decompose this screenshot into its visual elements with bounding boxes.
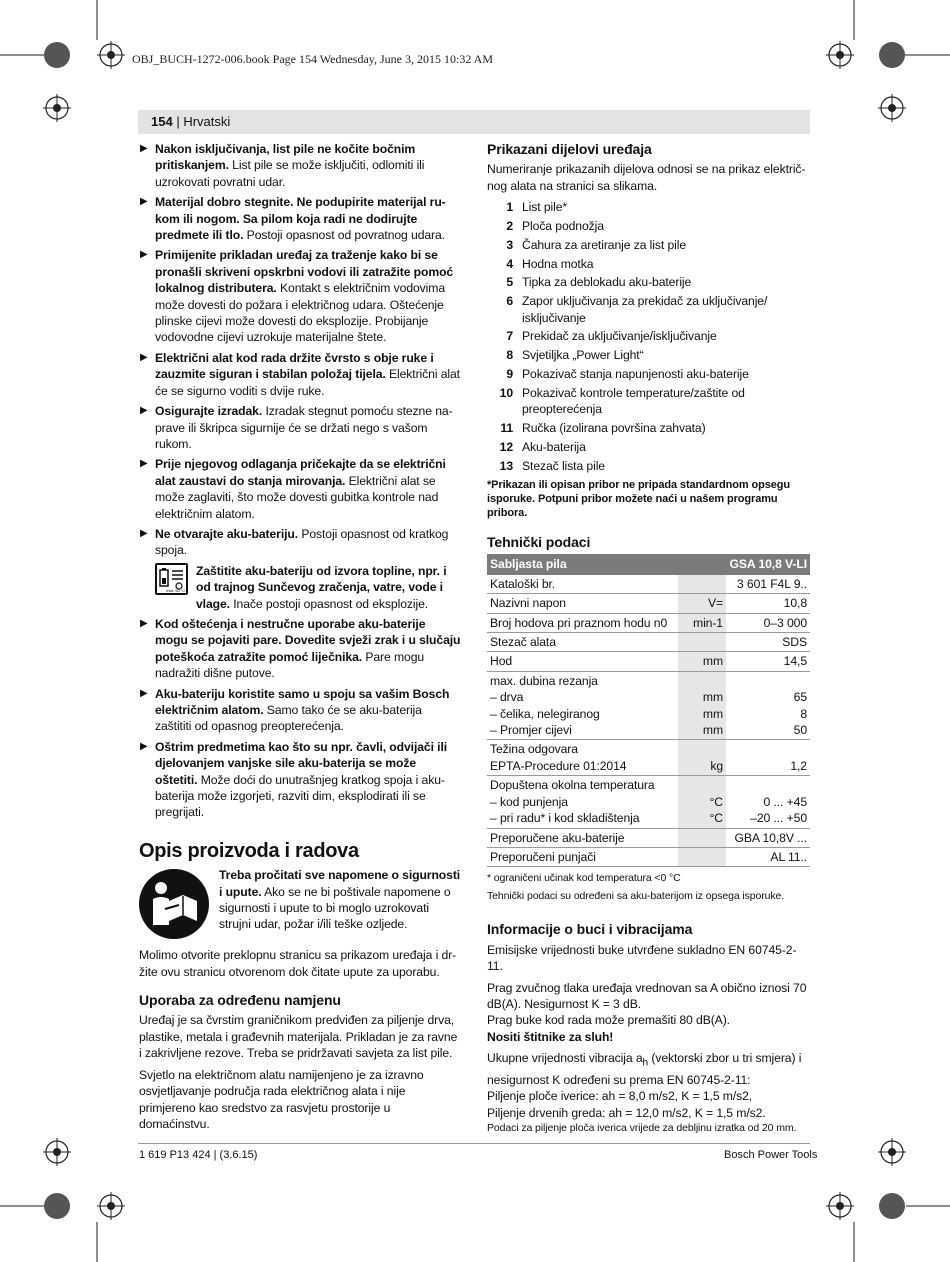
tech-unit — [678, 847, 726, 866]
noise-p6: Piljenje ploče iverice: ah = 8,0 m/s2, K = 1,5 m/s2, — [487, 1089, 753, 1104]
tech-header-product: Sabljasta pila — [487, 554, 726, 574]
bullet-arrow-icon: ▶ — [140, 143, 148, 154]
part-item — [487, 237, 810, 253]
part-number: 8 — [506, 348, 513, 363]
tech-row — [487, 594, 810, 613]
footer-doc-number: 1 619 P13 424 | (3.6.15) — [139, 1149, 258, 1161]
heat-warning-bold: Zaštitite aku-bateriju od izvora topline, npr. i od trajnog Sunčevog zračenja, vatre, vode i vlage. — [196, 563, 447, 611]
registration-mark-bottom-left — [0, 1122, 140, 1262]
bullet-arrow-icon: ▶ — [140, 527, 148, 539]
bullet-item — [139, 141, 461, 190]
footer-rule — [138, 1143, 810, 1144]
part-label: Tipka za deblokadu aku-baterije — [522, 275, 692, 290]
footer-brand: Bosch Power Tools — [724, 1149, 818, 1161]
bullet-item — [139, 456, 461, 522]
heat-warning-text: Inače postoji opasnost od eksplozije. — [229, 596, 429, 611]
heat-warning — [139, 563, 461, 612]
noise-p3: Prag buke kod rada može premašiti 80 dB(A). — [487, 1013, 730, 1028]
noise-p4 — [487, 1029, 810, 1045]
part-item — [487, 218, 810, 234]
tech-unit — [678, 828, 726, 847]
part-label: Čahura za aretiranje za list pile — [522, 237, 687, 252]
part-label: Prekidač za uključivanje/isključivanje — [522, 329, 717, 344]
part-number: 13 — [499, 458, 513, 473]
part-item — [487, 199, 810, 215]
bullet-item — [139, 247, 461, 345]
bullet-text: Električni alat će se sigurno voditi s dvije ruke. — [155, 367, 460, 398]
part-label: Stezač lista pile — [522, 458, 605, 473]
part-number: 4 — [506, 256, 513, 271]
tech-label: Kataloški br. — [487, 575, 678, 594]
tech-value: 1,2 — [726, 740, 810, 776]
noise-p5-a: Ukupne vrijednosti vibracija a — [487, 1051, 643, 1066]
noise-hearing-protection: Nositi štitnike za sluh! — [487, 1029, 614, 1044]
bullet-bold: Ne otvarajte aku-bateriju. — [155, 526, 299, 541]
tech-footnote-2: Tehnički podaci su određeni sa aku-baterijom iz opsega isporuke. — [487, 890, 785, 903]
bullet-bold: Primijenite prikladan uređaj za traženje kako bi se pronašli skriveni opskrbni vodovi ili zatražite pomoć lokalnog distributera. — [155, 248, 454, 296]
tech-row — [487, 633, 810, 652]
tech-value: 0–3 000 — [726, 613, 810, 632]
part-number: 10 — [499, 385, 513, 400]
bullet-arrow-icon: ▶ — [140, 617, 148, 629]
bullet-text: Kontakt s električnim vodovima može dovesti do požara i električnog udara. Oštećenje plinske cijevi može dovesti do eksplozije. Probijanje vodovodne cijevi uzrokuje materijalne štete. — [155, 281, 446, 345]
tech-unit: °C °C — [678, 776, 726, 828]
part-item — [487, 458, 810, 474]
bullet-item — [139, 616, 461, 682]
bullet-item — [139, 350, 461, 399]
read-instructions-text: Ako se ne bi poštivale napomene o sigurnosti i upute to bi moglo uzrokovati strujni udar, požar i/ili teške ozljede. — [219, 884, 451, 932]
part-number: 7 — [506, 329, 513, 344]
noise-p5-sub: h — [642, 1057, 649, 1069]
battery-bullets — [139, 616, 461, 821]
section-title-parts: Prikazani dijelovi uređaja — [487, 141, 652, 157]
noise-p2: Prag zvučnog tlaka uređaja vrednovan sa A obično iznosi 70 dB(A). Nesigurnost K = 3 dB. — [487, 980, 807, 1011]
tech-value: 3 601 F4L 9.. — [726, 575, 810, 594]
bullet-item — [139, 194, 461, 243]
bullet-text: Može doći do unutrašnjeg kratkog spoja i aku-baterija može izgorjeti, razviti dim, eksplodirati ili se pregrijati. — [155, 772, 445, 820]
use-paragraph-1: Uređaj je sa čvrstim graničnikom predviđen za piljenje drva, plastike, metala i građevnih materijala. Prikladan je za ravne i zakrivljene rezove. Treba se pridržavati savjeta za list pile. — [139, 1013, 458, 1061]
read-manual-icon — [139, 869, 209, 939]
bullet-arrow-icon: ▶ — [140, 740, 148, 752]
tech-value: 14,5 — [726, 652, 810, 671]
tech-value: AL 11.. — [726, 847, 810, 866]
bullet-bold: Aku-bateriju koristite samo u spoju sa vašim Bosch električnim alatom. — [155, 686, 450, 717]
tech-unit: kg — [678, 740, 726, 776]
noise-p8: Podaci za piljenje ploča iverica vrijede za debljinu izratka od 20 mm. — [487, 1122, 797, 1135]
part-item — [487, 293, 810, 326]
bullet-text: Izradak stegnut pomoću stezne naprave ili škripca sigurnije će se držati nego s vašom rukom. — [155, 404, 453, 451]
part-label: Aku-baterija — [522, 439, 586, 454]
use-paragraph-2: Svjetlo na električnom alatu namijenjeno je za izravno osvjetljavanje područja rada električnog alata i nije primjereno kao sredstvo za rasvjetu prostorije u domaćinstvu. — [139, 1067, 424, 1131]
part-number: 9 — [506, 367, 513, 381]
tech-label: Broj hodova pri praznom hodu n0 — [487, 613, 678, 632]
part-item — [487, 328, 810, 344]
read-instructions-bold: Treba pročitati sve napomene o sigurnosti i upute. — [219, 868, 461, 899]
safety-bullets — [139, 141, 461, 559]
noise-p1: Emisijske vrijednosti buke utvrđene sukladno EN 60745-2-11. — [487, 942, 797, 974]
part-label: Pokazivač stanja napunjenosti aku-baterije — [522, 367, 749, 381]
parts-intro: Numeriranje prikazanih dijelova odnosi se na prikaz električnog alata na stranici sa slikama. — [487, 162, 806, 193]
noise-p5 — [487, 1050, 810, 1088]
bullet-arrow-icon: ▶ — [140, 405, 148, 417]
page-number: 154 — [151, 114, 173, 129]
section-title-tech: Tehnički podaci — [487, 534, 591, 550]
tech-row — [487, 740, 810, 776]
tech-value: 10,8 — [726, 594, 810, 613]
section-title-use: Uporaba za određenu namjenu — [139, 992, 341, 1009]
section-title-noise: Informacije o buci i vibracijama — [487, 921, 693, 938]
parts-list — [487, 199, 810, 474]
part-label: Zapor uključivanja za prekidač za uključivanje/ isključivanje — [522, 294, 768, 325]
tech-unit — [678, 633, 726, 652]
accessories-note: *Prikazan ili opisan pribor ne pripada standardnom opsegu isporuke. Potpuni pribor možete naći u našem programu pribora. — [487, 479, 790, 519]
bullet-arrow-icon: ▶ — [140, 249, 148, 261]
read-instructions-block — [139, 867, 461, 939]
bullet-bold: Oštrim predmetima kao što su npr. čavli, odvijači ili djelovanjem vanjske sile aku-baterija se može oštetiti. — [155, 739, 448, 787]
tech-row — [487, 613, 810, 632]
print-slug: OBJ_BUCH-1272-006.book Page 154 Wednesday, June 3, 2015 10:32 AM — [132, 52, 494, 66]
part-item — [487, 274, 810, 290]
icon-max-temp-label: max. 50 °C — [166, 587, 185, 593]
bullet-arrow-icon: ▶ — [140, 351, 148, 363]
tech-unit: min-1 — [678, 613, 726, 632]
bullet-bold: Nakon isključivanja, list pile ne kočite bočnim pritiskanjem. — [155, 142, 416, 173]
intro-paragraph: Molimo otvorite preklopnu stranicu sa prikazom uređaja i držite ovu stranicu otvorenom dok čitate upute za uporabu. — [139, 948, 457, 979]
header-language: Hrvatski — [183, 114, 231, 129]
bullet-bold: Osigurajte izradak. — [155, 404, 263, 419]
tech-value: SDS — [726, 633, 810, 652]
tech-label: Težina odgovara EPTA-Procedure 01:2014 — [487, 740, 678, 776]
registration-mark-top-right — [810, 0, 950, 140]
part-label: Pokazivač kontrole temperature/zaštite od preopterećenja — [522, 385, 745, 417]
right-column — [487, 141, 810, 1137]
part-label: Hodna motka — [522, 256, 594, 271]
bullet-text: Samo tako će se aku-baterija zaštititi od opasnog preopterećenja. — [155, 703, 422, 734]
tech-unit: mm — [678, 652, 726, 671]
header-separator: | — [172, 114, 184, 129]
bullet-bold: Električni alat kod rada držite čvrsto s obje ruke i zauzmite siguran i stabilan položaj tijela. — [155, 350, 434, 382]
tech-footnote-1: * ograničeni učinak kod temperatura <0 °C — [487, 872, 681, 885]
tech-value: 0 ... +45 –20 ... +50 — [726, 776, 810, 828]
tech-data-table — [487, 554, 810, 867]
tech-label: max. dubina rezanja – drva – čelika, nelegiranog – Promjer cijevi — [487, 671, 678, 740]
tech-label: Preporučene aku-baterije — [487, 828, 678, 847]
page-header-bar — [138, 110, 810, 134]
part-number: 11 — [500, 421, 513, 435]
part-item — [487, 439, 810, 455]
noise-p5-c: (vektorski zbor u tri smjera) i nesigurnost K određeni su prema EN 60745-2-11: — [487, 1051, 802, 1087]
section-title-opis: Opis proizvoda i radova — [139, 839, 359, 862]
tech-unit: mm mm mm — [678, 671, 726, 740]
tech-label: Hod — [487, 652, 678, 671]
part-number: 1 — [506, 200, 513, 215]
part-label: List pile* — [522, 200, 568, 215]
tech-row — [487, 828, 810, 847]
tech-row — [487, 847, 810, 866]
part-number: 5 — [506, 275, 513, 290]
bullet-text: Postoji opasnost od povratnog udara. — [243, 228, 445, 243]
bullet-bold: Materijal dobro stegnite. Ne podupirite materijal rukom ili nogom. Sa pilom koja radi ne dodirujte predmete ili tlo. — [155, 195, 446, 243]
part-item — [487, 347, 810, 363]
bullet-item — [139, 686, 461, 735]
part-item — [487, 385, 810, 418]
bullet-item — [139, 403, 461, 452]
tech-row — [487, 575, 810, 594]
bullet-arrow-icon: ▶ — [140, 687, 148, 699]
bullet-text: Pare mogu nadražiti dišne putove. — [155, 649, 425, 681]
tech-unit — [678, 575, 726, 594]
part-label: Ručka (izolirana površina zahvata) — [522, 421, 706, 435]
tech-row — [487, 671, 810, 740]
tech-label: Nazivni napon — [487, 594, 678, 613]
tech-header-model: GSA 10,8 V-LI — [726, 554, 810, 574]
part-number: 3 — [506, 237, 513, 252]
registration-mark-top-left — [0, 0, 140, 140]
tech-row — [487, 652, 810, 671]
noise-p7: Piljenje drvenih greda: ah = 12,0 m/s2, K = 1,5 m/s2. — [487, 1105, 766, 1120]
part-number: 2 — [506, 219, 513, 234]
tech-row — [487, 776, 810, 828]
part-item — [487, 366, 810, 382]
battery-heat-warning-icon — [155, 563, 188, 595]
bullet-text: List pile se može isključiti, odlomiti ili uzrokovati povratni udar. — [155, 158, 425, 189]
bullet-bold: Kod oštećenja i nestručne uporabe aku-baterije mogu se pojaviti pare. Dovedite svježi zrak i u slučaju poteškoća zatražite pomoć liječnika. — [155, 616, 461, 664]
tech-value: 65 8 50 — [726, 671, 810, 740]
page-header — [151, 114, 230, 129]
tech-unit: V= — [678, 594, 726, 613]
part-item — [487, 420, 810, 436]
bullet-arrow-icon: ▶ — [140, 196, 148, 208]
tech-value: GBA 10,8V ... — [726, 828, 810, 847]
part-number: 12 — [499, 439, 513, 454]
part-label: Svjetiljka „Power Light“ — [522, 348, 644, 363]
bullet-item — [139, 526, 461, 559]
tech-label: Preporučeni punjači — [487, 847, 678, 866]
bullet-item — [139, 739, 461, 821]
tech-table-header — [487, 554, 810, 574]
left-column — [139, 141, 461, 1137]
part-item — [487, 256, 810, 272]
bullet-bold: Prije njegovog odlaganja pričekajte da se električni alat zaustavi do stanja mirovanja. — [155, 457, 446, 488]
registration-mark-bottom-right — [810, 1122, 950, 1262]
tech-label: Dopuštena okolna temperatura – kod punjenja – pri radu* i kod skladištenja — [487, 776, 678, 828]
bullet-text: Postoji opasnost od kratkog spoja. — [155, 526, 449, 558]
bullet-text: Električni alat se može zaglaviti, što može dovesti gubitka kontrole nad električnim alatom. — [155, 473, 439, 521]
part-number: 6 — [506, 294, 513, 309]
part-label: Ploča podnožja — [522, 219, 604, 234]
bullet-arrow-icon: ▶ — [140, 458, 148, 470]
tech-label: Stezač alata — [487, 633, 678, 652]
